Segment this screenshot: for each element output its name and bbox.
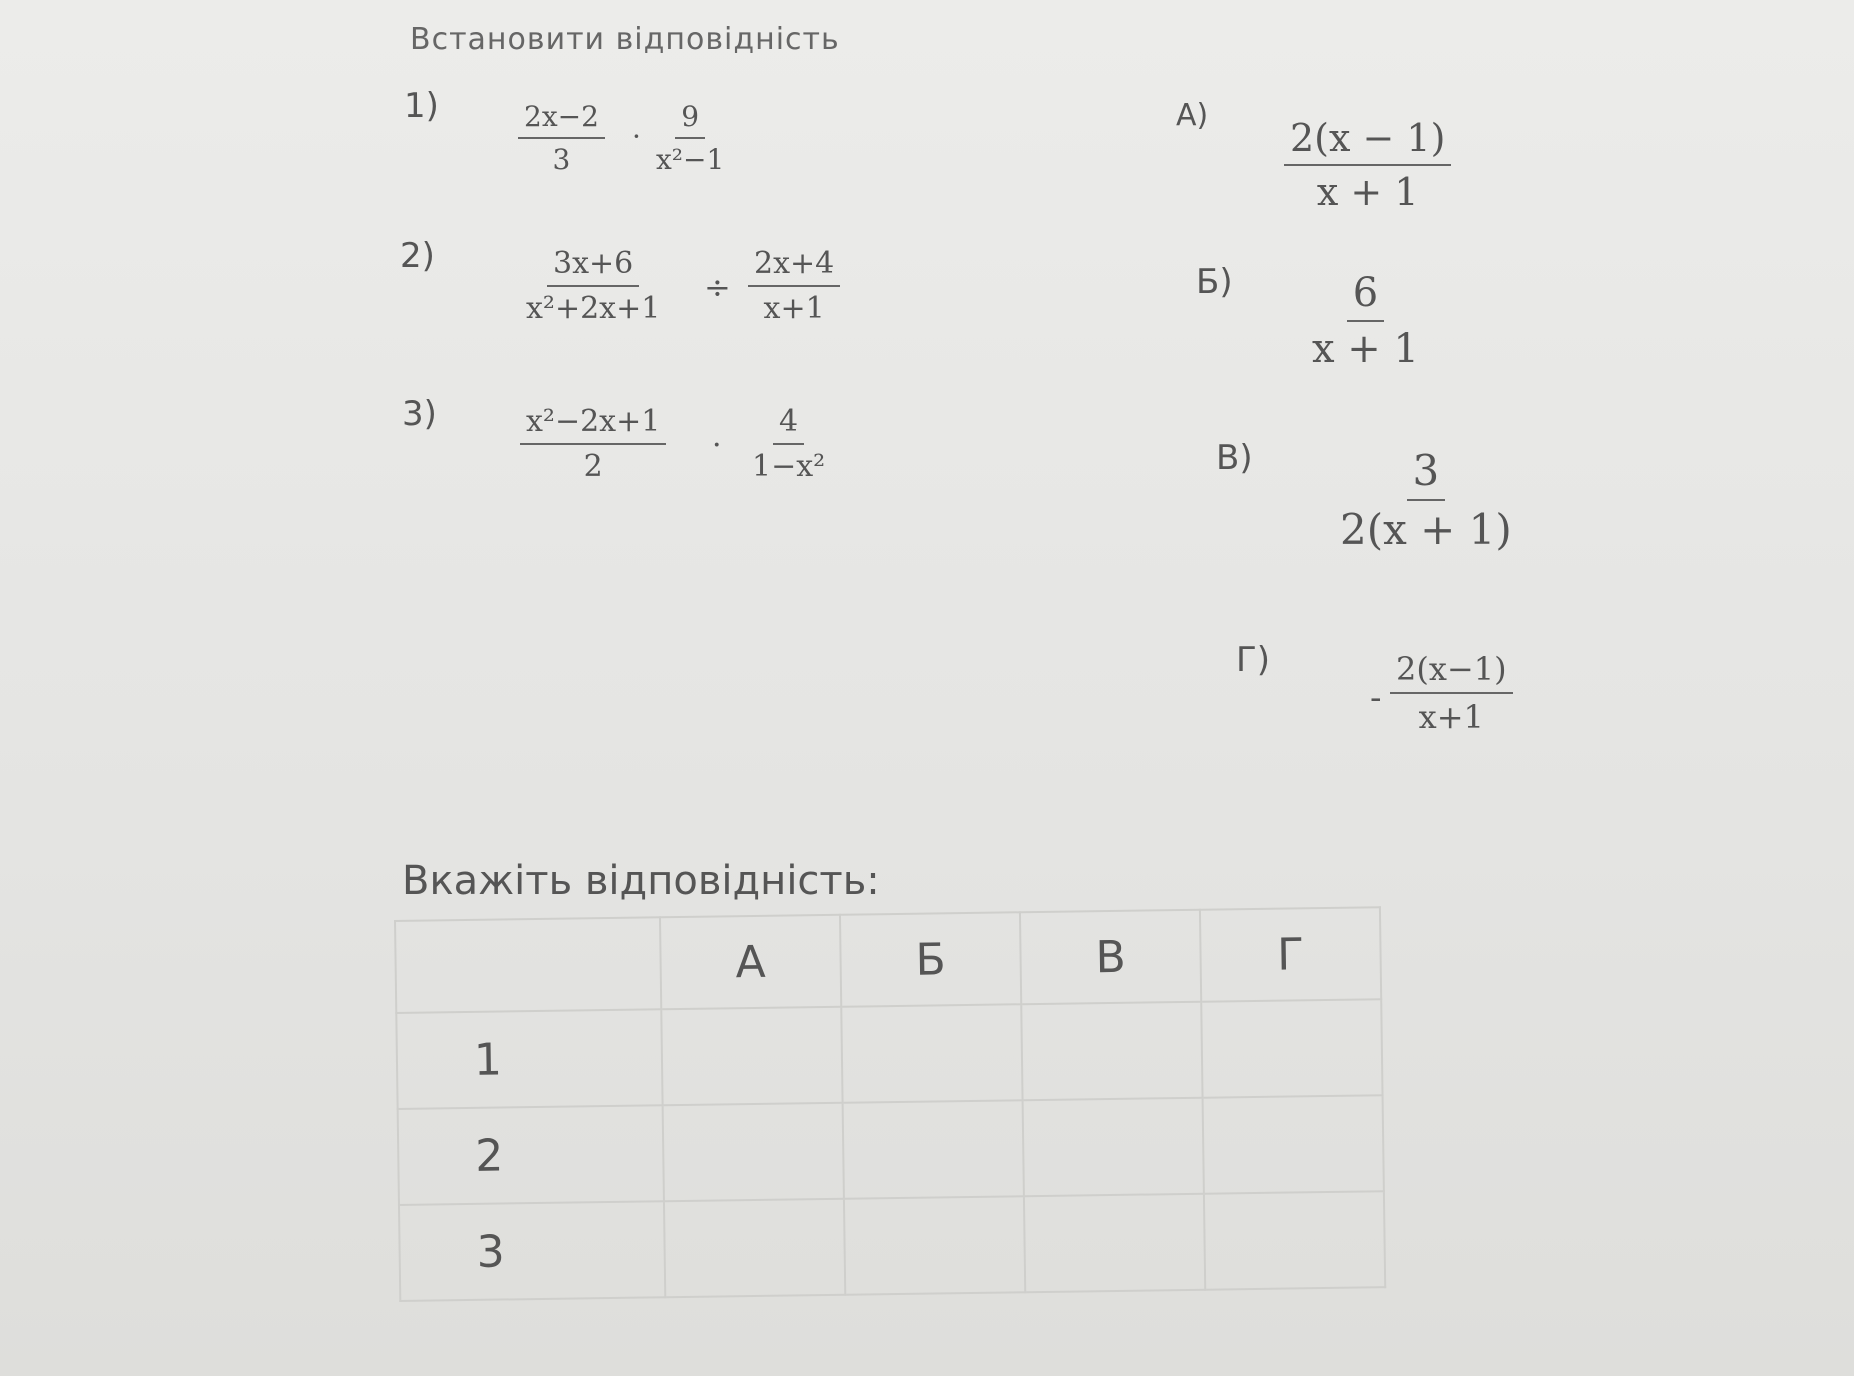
problem-3-operator: · <box>712 428 722 463</box>
answer-b-denominator: x + 1 <box>1312 326 1419 372</box>
answer-grid-header-g: Г <box>1200 907 1381 1002</box>
instruction-text: Вкажіть відповідність: <box>402 858 880 904</box>
problem-3-left-denominator: 2 <box>583 449 603 484</box>
problem-2-left-denominator: x²+2x+1 <box>526 291 661 326</box>
problem-3-right-fraction <box>746 404 831 484</box>
answer-cell-1-g[interactable] <box>1201 999 1382 1098</box>
answer-b-label: Б) <box>1196 262 1233 302</box>
answer-cell-3-a[interactable] <box>664 1199 845 1298</box>
problem-3-left-fraction <box>520 404 666 484</box>
answer-g-fraction <box>1390 650 1513 736</box>
problem-3-right-denominator: 1−x² <box>752 449 826 484</box>
problem-1-right-numerator: 9 <box>675 100 705 139</box>
problem-1-left-fraction <box>518 100 605 176</box>
problem-3-label: 3) <box>402 394 437 434</box>
answer-a-fraction <box>1284 116 1451 214</box>
problem-3-left-numerator: x²−2x+1 <box>520 404 666 445</box>
answer-cell-2-a[interactable] <box>663 1103 844 1202</box>
answer-cell-1-a[interactable] <box>661 1007 842 1106</box>
answer-g-label: Г) <box>1236 640 1270 680</box>
answer-cell-2-b[interactable] <box>843 1100 1024 1199</box>
answer-v-fraction <box>1334 446 1518 554</box>
answer-grid-row-3 <box>399 1191 1385 1301</box>
problem-1-right-fraction <box>650 100 730 176</box>
problem-2-right-denominator: x+1 <box>763 291 825 326</box>
answer-cell-1-v[interactable] <box>1021 1002 1202 1101</box>
answer-a-label: А) <box>1176 98 1209 133</box>
answer-grid-row-1 <box>396 999 1382 1109</box>
problem-2-left-fraction <box>520 246 666 326</box>
answer-cell-2-v[interactable] <box>1023 1098 1204 1197</box>
answer-grid-header-v: В <box>1020 910 1201 1005</box>
answer-grid-header-row <box>395 907 1381 1013</box>
answer-cell-3-b[interactable] <box>844 1196 1025 1295</box>
answer-cell-3-v[interactable] <box>1024 1194 1205 1293</box>
answer-grid-header-b: Б <box>840 912 1021 1007</box>
answer-g-sign: - <box>1370 678 1382 718</box>
answer-grid-row-label-3: 3 <box>399 1201 665 1301</box>
problem-3-right-numerator: 4 <box>773 404 804 445</box>
answer-v-numerator: 3 <box>1407 446 1446 501</box>
answer-grid-row-label-2: 2 <box>398 1105 664 1205</box>
answer-grid-header-a: А <box>660 915 841 1010</box>
problem-2-label: 2) <box>400 236 435 276</box>
problem-2-right-numerator: 2x+4 <box>748 246 840 287</box>
answer-g-numerator: 2(x−1) <box>1390 650 1513 694</box>
answer-a-numerator: 2(x − 1) <box>1284 116 1451 166</box>
answer-cell-1-b[interactable] <box>841 1004 1022 1103</box>
answer-cell-3-g[interactable] <box>1204 1191 1385 1290</box>
problem-2-operator: ÷ <box>704 268 731 306</box>
problem-1-left-numerator: 2x−2 <box>518 100 605 139</box>
answer-grid <box>394 906 1386 1302</box>
problem-1-operator: · <box>632 120 641 153</box>
problem-1-right-denominator: x²−1 <box>656 143 725 176</box>
problem-2-right-fraction <box>748 246 840 326</box>
answer-v-label: В) <box>1216 438 1253 478</box>
problem-1-label: 1) <box>404 86 439 126</box>
answer-b-fraction <box>1306 270 1425 372</box>
problem-2-left-numerator: 3x+6 <box>547 246 639 287</box>
answer-g-denominator: x+1 <box>1418 698 1484 736</box>
answer-b-numerator: 6 <box>1347 270 1384 322</box>
answer-a-denominator: x + 1 <box>1316 170 1419 214</box>
answer-grid-corner-cell <box>395 917 661 1013</box>
problem-1-left-denominator: 3 <box>552 143 571 176</box>
answer-cell-2-g[interactable] <box>1203 1095 1384 1194</box>
task-title: Встановити відповідність <box>410 22 840 57</box>
answer-grid-row-label-1: 1 <box>396 1009 662 1109</box>
answer-v-denominator: 2(x + 1) <box>1340 505 1512 554</box>
answer-grid-row-2 <box>398 1095 1384 1205</box>
